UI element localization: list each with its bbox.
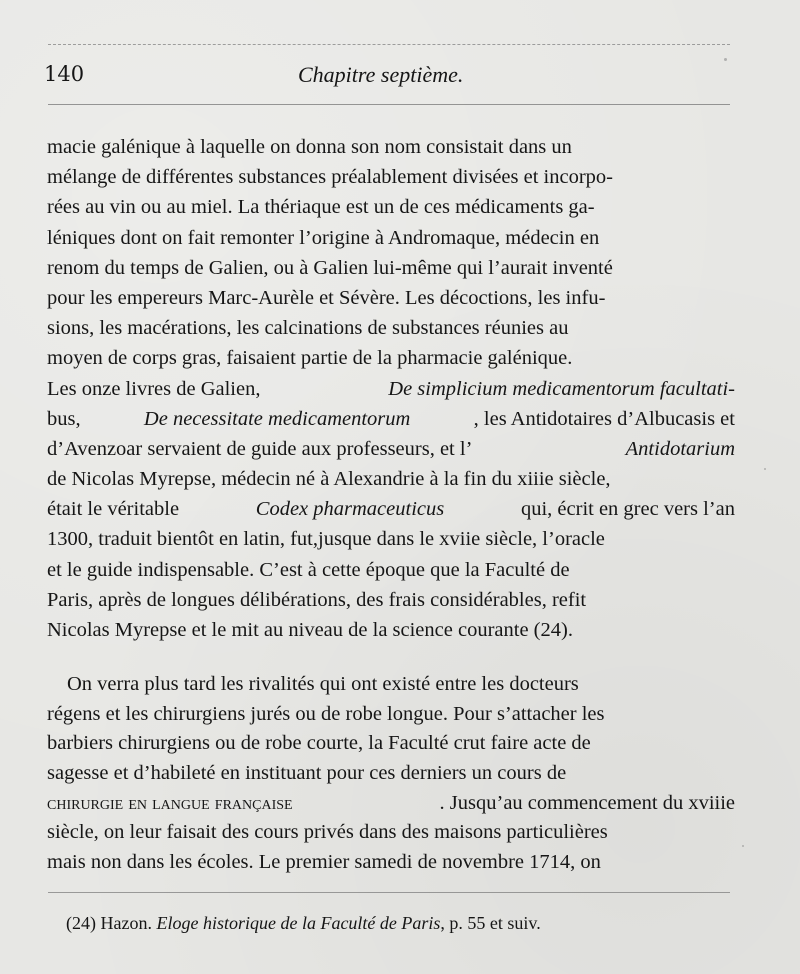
chapter-title: Chapitre septième. [298, 62, 464, 87]
text-line: et le guide indispensable. C’est à cette époque que la Faculté de [47, 558, 570, 581]
italic-span: De simplicium medicamentorum facultati- [388, 377, 735, 400]
text-line: On verra plus tard les rivalités qui ont existé entre les docteurs [67, 673, 579, 695]
text-line: d’Avenzoar servaient de guide aux professeurs, et l’ Antidotarium [47, 434, 735, 464]
text-line: Paris, après de longues délibérations, des frais considérables, refit [47, 588, 587, 611]
text-line: était le véritable Codex pharmaceuticus qui, écrit en grec vers l’an [47, 494, 735, 524]
header-rule [48, 104, 730, 105]
print-speck [764, 468, 766, 470]
print-speck [742, 845, 744, 847]
text-line: moyen de corps gras, faisaient partie de la pharmacie galénique. [47, 347, 573, 370]
text-line: Les onze livres de Galien, De simplicium medicamentorum facultati- [47, 374, 735, 404]
text-line: 1300, traduit bientôt en latin, fut,jusque dans le xviie siècle, l’oracle [47, 528, 605, 551]
text-line: sions, les macérations, les calcinations de substances réunies au [47, 317, 569, 340]
footnote-suffix: , p. 55 et suiv. [440, 913, 541, 933]
paragraph-1 [47, 132, 735, 645]
text-line: macie galénique à laquelle on donna son nom consistait dans un [47, 136, 572, 158]
text-line: renom du temps de Galien, ou à Galien lui-même qui l’aurait inventé [47, 256, 613, 279]
text-line: chirurgie en langue française . Jusqu’au commencement du xviiie [47, 789, 735, 819]
text-line: barbiers chirurgiens ou de robe courte, la Faculté crut faire acte de [47, 732, 591, 755]
text-line: léniques dont on fait remonter l’origine à Andromaque, médecin en [47, 226, 600, 249]
text-line: sagesse et d’habileté en instituant pour ces derniers un cours de [47, 762, 567, 785]
text-line: Nicolas Myrepse et le mit au niveau de la science courante (24). [47, 619, 573, 641]
small-caps-span: chirurgie en langue française [47, 791, 293, 814]
text-line: mais non dans les écoles. Le premier samedi de novembre 1714, on [47, 851, 601, 874]
italic-span: Codex pharmaceuticus [255, 498, 445, 521]
paragraph-2 [47, 670, 735, 878]
footnote-prefix: (24) Hazon. [66, 913, 152, 933]
text-line: de Nicolas Myrepse, médecin né à Alexandrie à la fin du xiiie siècle, [47, 468, 611, 491]
text-line: siècle, on leur faisait des cours privés dans des maisons particulières [47, 821, 608, 844]
text-line: régens et les chirurgiens jurés ou de robe longue. Pour s’attacher les [47, 702, 605, 725]
text-line: rées au vin ou au miel. La thériaque est un de ces médicaments ga- [47, 196, 595, 219]
page-number: 140 [44, 62, 85, 86]
top-rule [48, 44, 730, 45]
text-line: pour les empereurs Marc-Aurèle et Sévère. Les décoctions, les infu- [47, 286, 606, 309]
text-line: mélange de différentes substances préalablement divisées et incorpo- [47, 166, 614, 189]
italic-span: Antidotarium [625, 437, 735, 460]
footnote [66, 914, 541, 934]
footnote-title: Eloge historique de la Faculté de Paris [156, 913, 441, 933]
footnote-rule [48, 892, 730, 893]
print-speck [724, 58, 727, 61]
text-line: bus, De necessitate medicamentorum , les Antidotaires d’Albucasis et [47, 404, 735, 434]
italic-span: De necessitate medicamentorum [143, 407, 411, 430]
